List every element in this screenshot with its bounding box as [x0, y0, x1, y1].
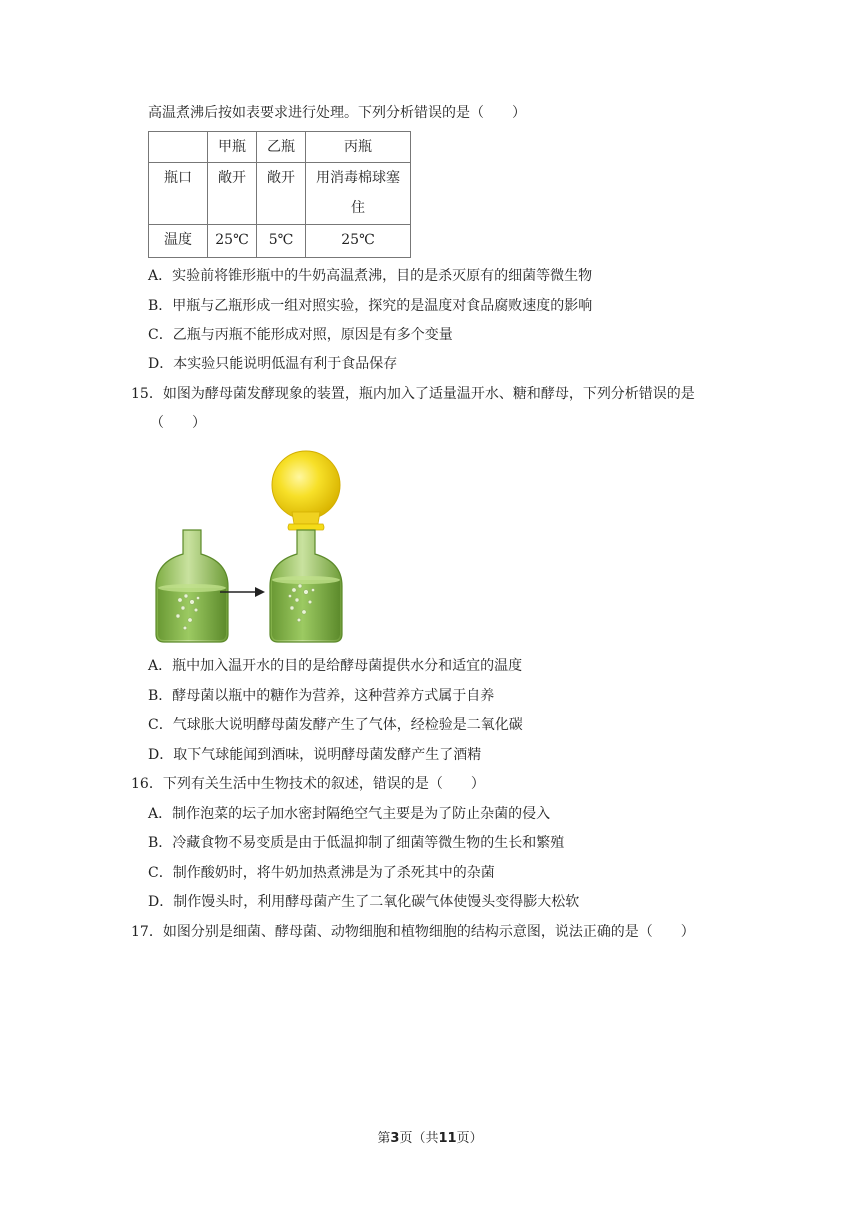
table-cell-yi-opening: 敞开 — [257, 163, 306, 225]
table-cell-bing-temperature: 25℃ — [306, 225, 411, 258]
page-number: 3 — [390, 1131, 400, 1146]
table-header-jia: 甲瓶 — [208, 132, 257, 163]
bottle-after — [270, 451, 342, 642]
table-row-label-opening: 瓶口 — [149, 163, 208, 225]
table-header-empty — [149, 132, 208, 163]
q14-stem: 高温煮沸后按如表要求进行处理。下列分析错误的是（ ） — [148, 105, 526, 121]
balloon — [272, 451, 340, 519]
q15-option-b: B．酵母菌以瓶中的糖作为营养，这种营养方式属于自养 — [148, 688, 495, 704]
table-cell-bing-opening: 用消毒棉球塞 住 — [306, 163, 411, 225]
q15-paren: （ ） — [150, 415, 206, 431]
q16-option-a: A．制作泡菜的坛子加水密封隔绝空气主要是为了防止杂菌的侵入 — [148, 806, 551, 822]
table-cell-jia-opening: 敞开 — [208, 163, 257, 225]
q14-option-b: B．甲瓶与乙瓶形成一组对照实验，探究的是温度对食品腐败速度的影响 — [148, 298, 593, 314]
q15-stem: 15．如图为酵母菌发酵现象的装置，瓶内加入了适量温开水、糖和酵母，下列分析错误的是 — [131, 386, 695, 402]
table-row-label-temperature: 温度 — [149, 225, 208, 258]
q17-stem: 17．如图分别是细菌、酵母菌、动物细胞和植物细胞的结构示意图，说法正确的是（ ） — [131, 924, 695, 940]
q15-option-c: C．气球胀大说明酵母菌发酵产生了气体，经检验是二氧化碳 — [148, 717, 523, 733]
q16-stem: 16．下列有关生活中生物技术的叙述，错误的是（ ） — [131, 776, 485, 792]
table-header-bing: 丙瓶 — [306, 132, 411, 163]
q16-option-c: C．制作酸奶时，将牛奶加热煮沸是为了杀死其中的杂菌 — [148, 865, 495, 881]
yeast-fermentation-figure — [150, 440, 590, 650]
page-footer: 第3页（共11页） — [377, 1131, 483, 1146]
q15-option-a: A．瓶中加入温开水的目的是给酵母菌提供水分和适宜的温度 — [148, 658, 523, 674]
bottle-before — [156, 530, 228, 642]
page-total: 11 — [438, 1131, 457, 1146]
q16-option-b: B．冷藏食物不易变质是由于低温抑制了细菌等微生物的生长和繁殖 — [148, 835, 565, 851]
table-header-yi: 乙瓶 — [257, 132, 306, 163]
q16-option-d: D．制作馒头时，利用酵母菌产生了二氧化碳气体使馒头变得膨大松软 — [148, 894, 580, 910]
experiment-table — [148, 131, 411, 258]
q15-option-d: D．取下气球能闻到酒味，说明酵母菌发酵产生了酒精 — [148, 747, 482, 763]
table-cell-jia-temperature: 25℃ — [208, 225, 257, 258]
table-cell-yi-temperature: 5℃ — [257, 225, 306, 258]
q14-option-c: C．乙瓶与丙瓶不能形成对照，原因是有多个变量 — [148, 327, 453, 343]
q14-option-a: A．实验前将锥形瓶中的牛奶高温煮沸，目的是杀灭原有的细菌等微生物 — [148, 268, 593, 284]
q14-option-d: D．本实验只能说明低温有利于食品保存 — [148, 356, 398, 372]
